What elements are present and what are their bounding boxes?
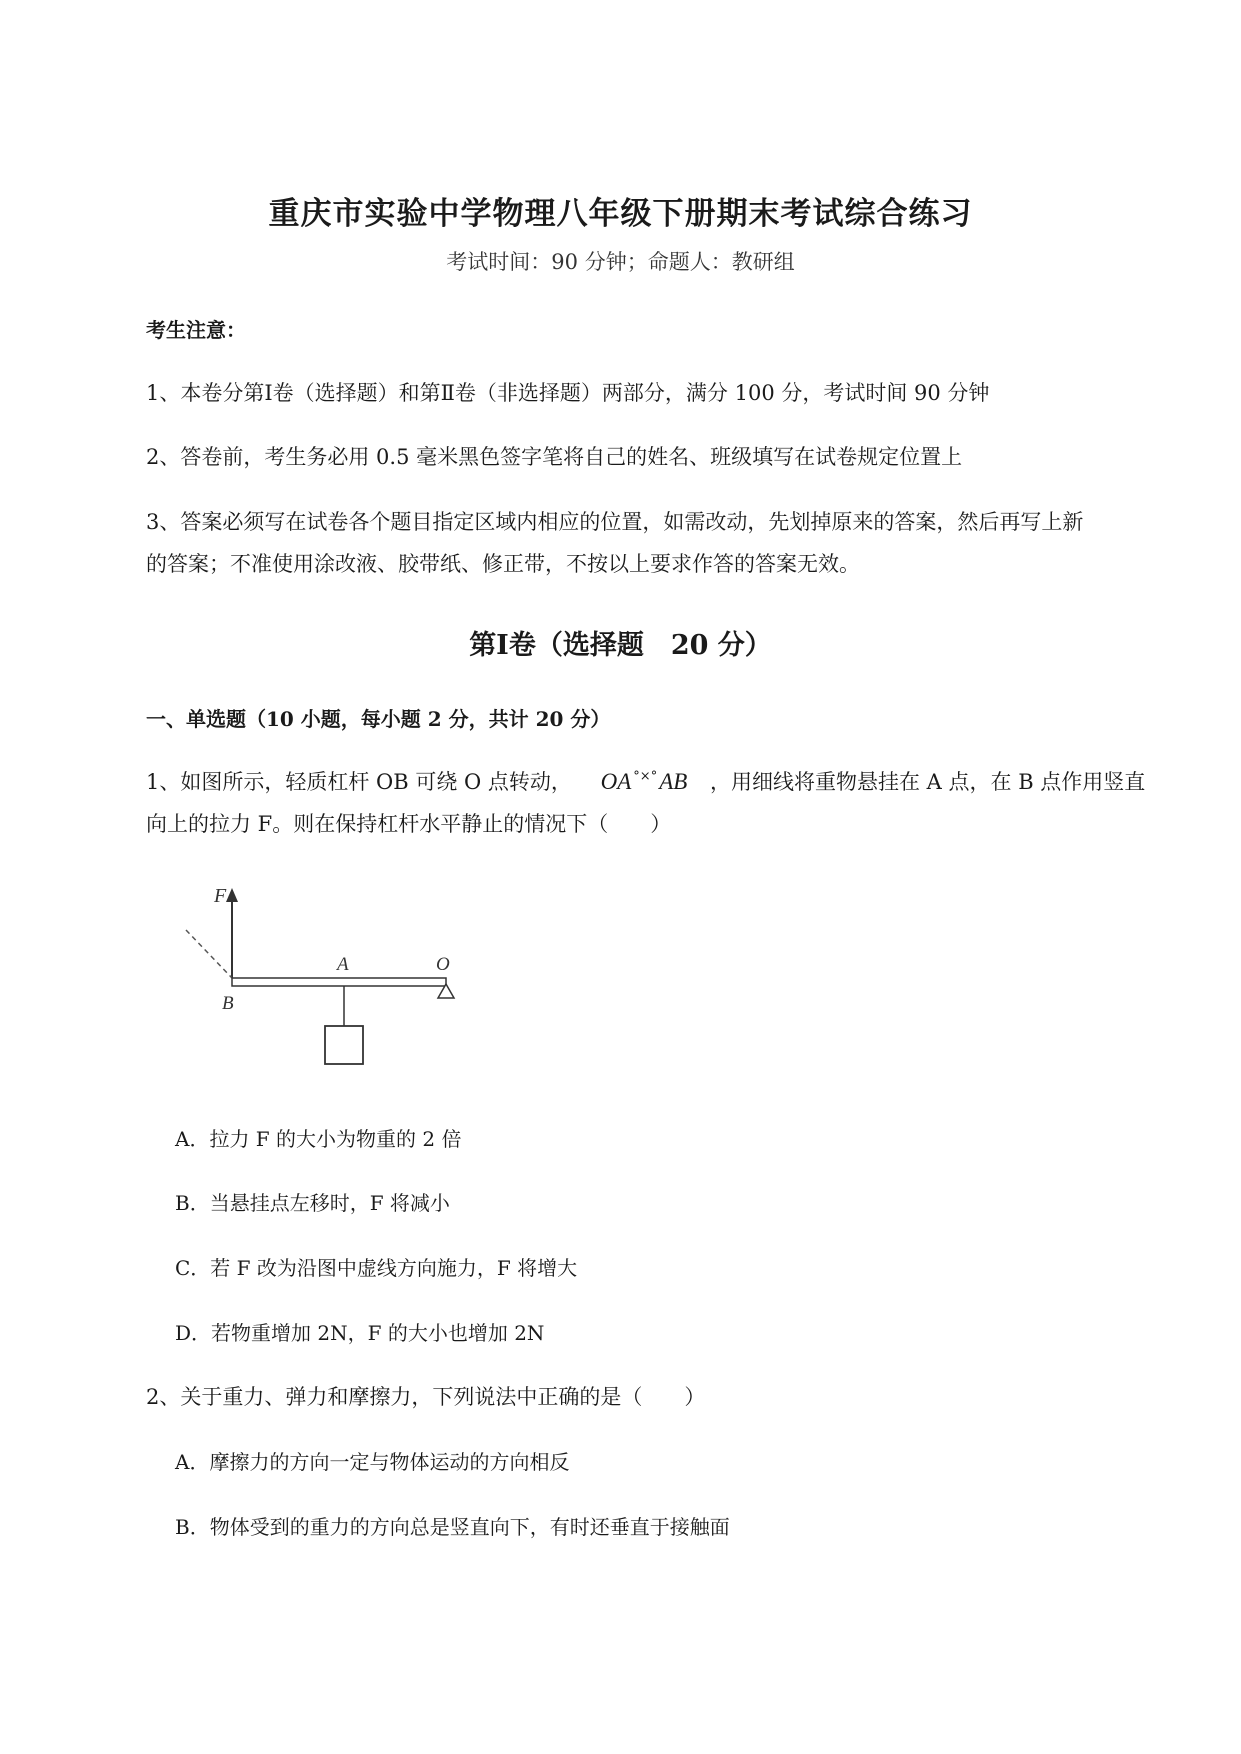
lever-bar [232,978,446,986]
label-a: A [337,954,349,975]
label-force: F [214,885,227,907]
notice-item-3-cont: 的答案；不准使用涂改液、胶带纸、修正带，不按以上要求作答的答案无效。 [146,552,860,576]
notice-item-3: 3、答案必须写在试卷各个题目指定区域内相应的位置，如需改动，先划掉原来的答案，然后再写上新 [146,510,1084,534]
question-1-stem-part1: 1、如图所示，轻质杠杆 OB 可绕 O 点转动， [146,770,572,794]
label-b: B [222,993,234,1014]
question-1-option-d: D．若物重增加 2N，F 的大小也增加 2N [175,1321,545,1345]
notice-item-2: 2、答卷前，考生务必用 0.5 毫米黑色签字笔将自己的姓名、班级填写在试卷规定位置上 [146,445,963,469]
question-1-stem-line2: 向上的拉力 F。则在保持杠杆水平静止的情况下（ ） [146,812,672,836]
notice-item-1: 1、本卷分第Ⅰ卷（选择题）和第Ⅱ卷（非选择题）两部分，满分 100 分，考试时间 90 分钟 [146,381,990,405]
part-heading: 一、单选题（10 小题，每小题 2 分，共计 20 分） [146,707,611,731]
notice-heading: 考生注意： [146,318,246,342]
question-1-math-right: AB [659,769,688,794]
question-1-stem-part2: ，用细线将重物悬挂在 A 点，在 B 点作用竖直 [710,770,1146,794]
question-1-math-symbol: °×° [633,769,658,784]
section-title: 第Ⅰ卷（选择题 20 分） [469,630,772,661]
force-arrowhead [226,888,238,902]
question-1-stem [146,766,1145,796]
question-1-option-a: A．拉力 F 的大小为物重的 2 倍 [175,1127,462,1151]
question-2-option-b: B．物体受到的重力的方向总是竖直向下，有时还垂直于接触面 [175,1515,730,1539]
dashed-force-direction [186,930,232,978]
exam-title: 重庆市实验中学物理八年级下册期末考试综合练习 [268,196,973,232]
lever-figure [160,880,480,1080]
question-1-option-c: C．若 F 改为沿图中虚线方向施力，F 将增大 [175,1256,578,1280]
question-1-option-b: B．当悬挂点左移时，F 将减小 [175,1191,450,1215]
exam-subtitle: 考试时间：90 分钟；命题人：教研组 [446,250,795,274]
question-1-math-left: OA [600,769,632,794]
hanging-weight [325,1026,363,1064]
question-2-stem: 2、关于重力、弹力和摩擦力，下列说法中正确的是（ ） [146,1385,706,1409]
question-2-option-a: A．摩擦力的方向一定与物体运动的方向相反 [175,1450,570,1474]
label-o: O [436,954,450,975]
